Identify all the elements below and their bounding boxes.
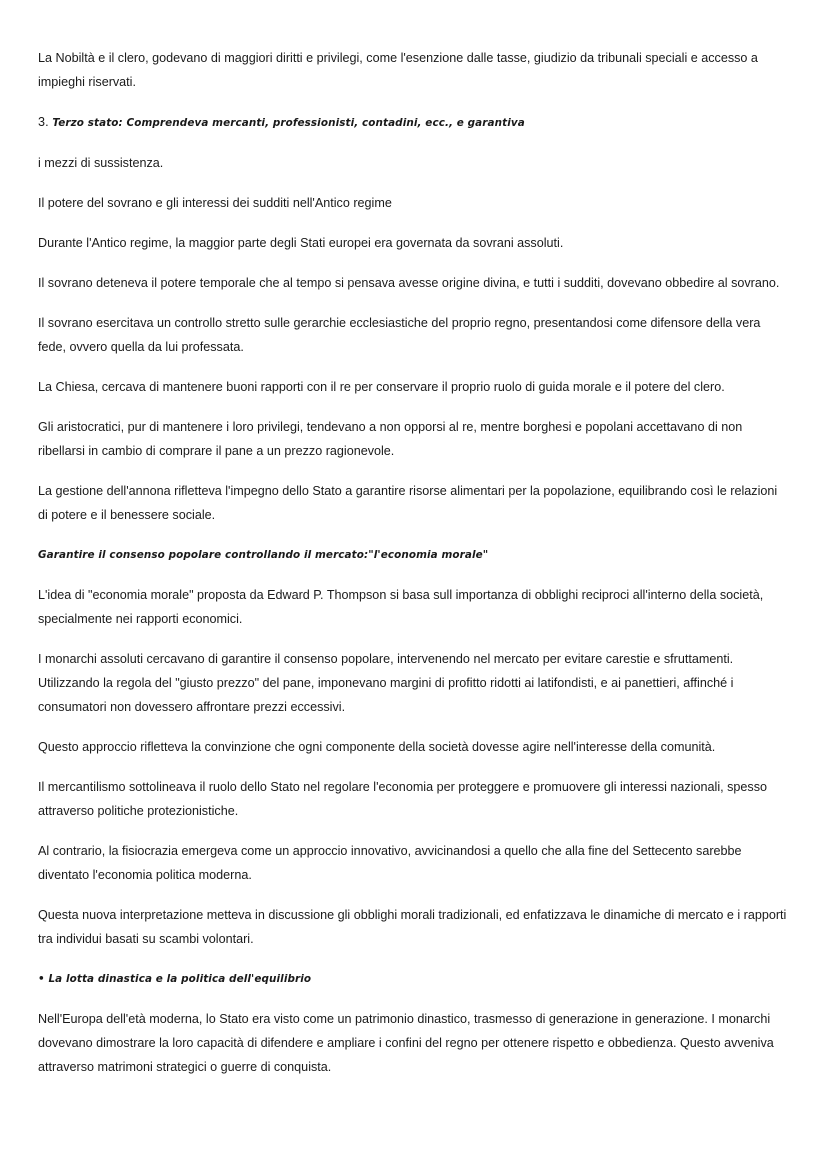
paragraph-potere-temporale: Il sovrano deteneva il potere temporale che al tempo si pensava avesse origine divina, e tutti i sudditi, dovevano obbedire al sovrano. [38, 276, 780, 290]
paragraph-fisiocrazia: Al contrario, la fisiocrazia emergeva come un approccio innovativo, avvicinandosi a quello che alla fine del Settecento sarebbe diventato l'economia politica moderna. [38, 844, 742, 882]
paragraph-mercantilismo: Il mercantilismo sottolineava il ruolo dello Stato nel regolare l'economia per proteggere e promuovere gli interessi nazionali, spesso attraverso politiche protezionistiche. [38, 780, 768, 818]
paragraph-antico-regime: Durante l'Antico regime, la maggior parte degli Stati europei era governata da sovrani assoluti. [38, 236, 564, 250]
heading-text: Terzo stato: Comprendeva mercanti, professionisti, contadini, ecc., e garantiva [52, 117, 525, 129]
paragraph-mezzi-sussistenza: i mezzi di sussistenza. [38, 156, 164, 170]
heading-consenso-popolare: Garantire il consenso popolare controllando il mercato:"l'economia morale" [38, 549, 489, 561]
paragraph-nuova-interpretazione: Questa nuova interpretazione metteva in discussione gli obblighi morali tradizionali, ed enfatizzava le dinamiche di mercato e i rapporti tra individui basati su scambi volontari. [38, 908, 787, 946]
heading-number: 3. [38, 115, 49, 129]
paragraph-europa-eta-moderna: Nell'Europa dell'età moderna, lo Stato era visto come un patrimonio dinastico, trasmesso di generazione in generazione. I monarchi dovevano dimostrare la loro capacità di difendere e ampliare i confini del regno per ottenere rispetto e obbedienza. Questo avveniva attraverso matrimoni strategici o guerre di conquista. [38, 1012, 774, 1074]
paragraph-potere-sovrano-title: Il potere del sovrano e gli interessi dei sudditi nell'Antico regime [38, 196, 392, 210]
paragraph-annona: La gestione dell'annona rifletteva l'impegno dello Stato a garantire risorse alimentari per la popolazione, equilibrando così le relazioni di potere e il benessere sociale. [38, 484, 778, 522]
paragraph-aristocratici: Gli aristocratici, pur di mantenere i loro privilegi, tendevano a non opporsi al re, mentre borghesi e popolani accettavano di non ribellarsi in cambio di comprare il pane a un prezzo ragionevole. [38, 420, 743, 458]
paragraph-nobilta-clero: La Nobiltà e il clero, godevano di maggiori diritti e privilegi, come l'esenzione dalle tasse, giudizio da tribunali speciali e accesso a impieghi riservati. [38, 51, 758, 89]
document-page [38, 46, 790, 1079]
paragraph-gerarchie-ecclesiastiche: Il sovrano esercitava un controllo stretto sulle gerarchie ecclesiastiche del proprio regno, presentandosi come difensore della vera fede, ovvero quella da lui professata. [38, 316, 761, 354]
heading-lotta-dinastica: • La lotta dinastica e la politica dell'equilibrio [38, 973, 312, 985]
paragraph-economia-morale: L'idea di "economia morale" proposta da Edward P. Thompson si basa sull importanza di obblighi reciproci all'interno della società, specialmente nei rapporti economici. [38, 588, 764, 626]
heading-terzo-stato [38, 110, 790, 135]
paragraph-chiesa: La Chiesa, cercava di mantenere buoni rapporti con il re per conservare il proprio ruolo di guida morale e il potere del clero. [38, 380, 725, 394]
paragraph-approccio: Questo approccio rifletteva la convinzione che ogni componente della società dovesse agire nell'interesse della comunità. [38, 740, 716, 754]
paragraph-monarchi-assoluti: I monarchi assoluti cercavano di garantire il consenso popolare, intervenendo nel mercato per evitare carestie e sfruttamenti. Utilizzando la regola del "giusto prezzo" del pane, imponevano margini di profitto ridotti ai latifondisti, e ai panettieri, affinché i consumatori non dovessero affrontare prezzi eccessivi. [38, 652, 734, 714]
